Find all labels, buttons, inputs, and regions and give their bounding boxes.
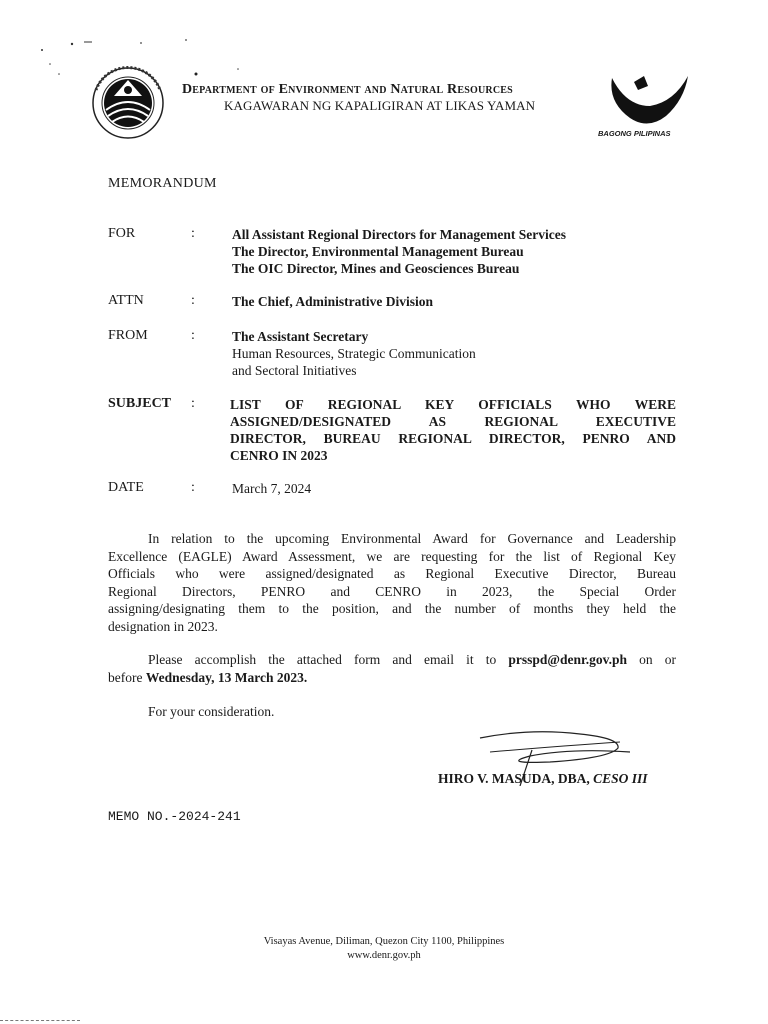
attn-value: The Chief, Administrative Division bbox=[232, 294, 434, 309]
subject-colon: : bbox=[191, 396, 195, 411]
date-value: March 7, 2024 bbox=[232, 481, 312, 496]
from-label: FROM bbox=[108, 328, 148, 343]
paragraph-line bbox=[108, 669, 676, 687]
body-paragraph-3: For your consideration. bbox=[148, 704, 275, 719]
from-colon: : bbox=[191, 328, 195, 343]
for-label: FOR bbox=[108, 226, 136, 241]
deadline-prefix: before bbox=[108, 669, 146, 685]
recipient-line: The Director, Environmental Management Bureau bbox=[232, 244, 524, 259]
page-edge-mark bbox=[0, 1020, 80, 1021]
signatory-name-text: HIRO V. MASUDA, DBA, bbox=[438, 771, 594, 786]
footer-address: Visayas Avenue, Diliman, Quezon City 1100, Philippines bbox=[263, 936, 505, 947]
memo-number: MEMO NO.-2024-241 bbox=[108, 809, 241, 824]
bagong-pilipinas-logo-icon bbox=[604, 72, 694, 132]
signatory-title: CESO III bbox=[593, 771, 648, 786]
deadline-date: Wednesday, 13 March 2023. bbox=[145, 669, 308, 685]
from-office-line: Human Resources, Strategic Communication bbox=[232, 346, 476, 361]
paragraph-line: Excellence (EAGLE) Award Assessment, we are requesting for the list of Regional Key bbox=[108, 548, 676, 564]
paragraph-line: Regional Directors, PENRO and CENRO in 2023, the Special Order bbox=[108, 583, 676, 599]
for-recipients bbox=[232, 226, 566, 277]
paragraph-line: designation in 2023. bbox=[108, 618, 218, 634]
subject-line: DIRECTOR, BUREAU REGIONAL DIRECTOR, PENRO AND bbox=[230, 431, 676, 446]
attn-label: ATTN bbox=[108, 293, 144, 308]
for-colon: : bbox=[191, 226, 195, 241]
paragraph-line: assigning/designating them to the position, and the number of months they held the bbox=[108, 601, 676, 616]
paragraph-line: In relation to the upcoming Environmental Award for Governance and Leadership bbox=[148, 531, 676, 546]
department-name-filipino: KAGAWARAN NG KAPALIGIRAN AT LIKAS YAMAN bbox=[224, 98, 536, 113]
subject-label: SUBJECT bbox=[108, 396, 172, 411]
body-paragraph-1 bbox=[108, 530, 676, 635]
subject-line: LIST OF REGIONAL KEY OFFICIALS WHO WERE bbox=[230, 397, 676, 412]
from-value bbox=[232, 328, 476, 379]
signatory-name bbox=[438, 771, 648, 787]
department-name: Department of Environment and Natural Resources bbox=[182, 82, 513, 97]
instruction-text-end: on or bbox=[626, 652, 676, 667]
body-paragraph-2 bbox=[108, 651, 676, 686]
paragraph-line bbox=[108, 651, 676, 669]
instruction-text: Please accomplish the attached form and email it to bbox=[148, 652, 509, 667]
date-colon: : bbox=[191, 480, 195, 495]
attn-colon: : bbox=[191, 293, 195, 308]
footer-website: www.denr.gov.ph bbox=[347, 950, 421, 961]
paragraph-line: Officials who were assigned/designated as Regional Executive Director, Bureau bbox=[108, 566, 676, 581]
subject-line: ASSIGNED/DESIGNATED AS REGIONAL EXECUTIVE bbox=[230, 414, 676, 429]
email-address: prsspd@denr.gov.ph bbox=[508, 652, 627, 667]
subject-line: CENRO IN 2023 bbox=[230, 448, 328, 463]
recipient-line: All Assistant Regional Directors for Management Services bbox=[232, 227, 566, 242]
date-label: DATE bbox=[108, 480, 144, 495]
memo-title: MEMORANDUM bbox=[108, 176, 217, 191]
from-office-line: and Sectoral Initiatives bbox=[232, 363, 357, 378]
bagong-pilipinas-label: BAGONG PILIPINAS bbox=[598, 129, 671, 138]
from-title: The Assistant Secretary bbox=[232, 329, 369, 344]
subject-value bbox=[230, 396, 676, 464]
denr-seal-icon bbox=[84, 66, 174, 140]
recipient-line: The OIC Director, Mines and Geosciences Bureau bbox=[232, 261, 520, 276]
